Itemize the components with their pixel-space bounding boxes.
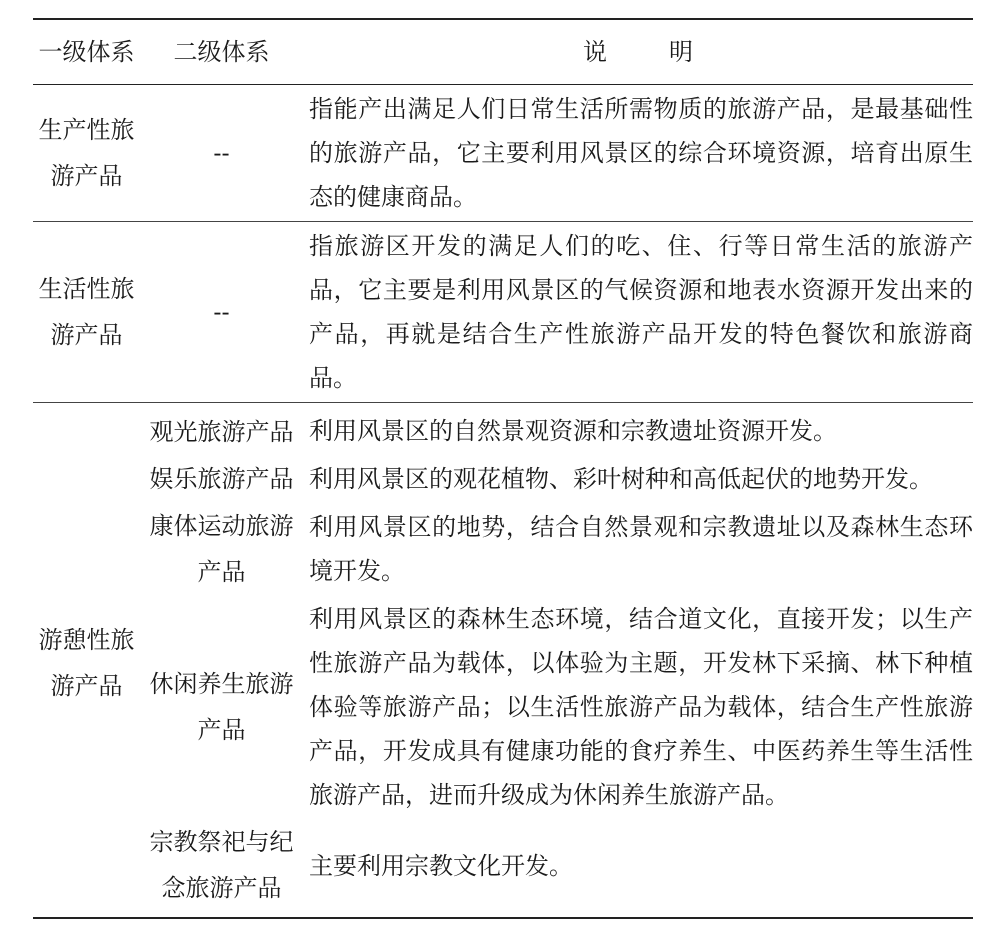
table-row <box>33 595 973 819</box>
level1-cell: 游憩性旅游产品 <box>33 403 140 919</box>
description-cell: 利用风景区的观花植物、彩叶树种和高低起伏的地势开发。 <box>309 465 933 493</box>
header-level1: 一级体系 <box>33 19 140 85</box>
table-row <box>33 455 973 503</box>
description-cell: 指能产出满足人们日常生活所需物质的旅游产品，是最基础性的旅游产品，它主要利用风景区的综合环境资源，培育出原生态的健康商品。 <box>303 85 973 222</box>
header-row <box>33 19 973 85</box>
description-cell: 主要利用宗教文化开发。 <box>303 819 973 918</box>
table-row <box>33 819 973 918</box>
table-row <box>33 503 973 595</box>
description-cell: 利用风景区的自然景观资源和宗教遗址资源开发。 <box>309 417 837 445</box>
level2-cell: -- <box>140 85 303 222</box>
description-cell: 利用风景区的地势，结合自然景观和宗教遗址以及森林生态环境开发。 <box>309 513 973 585</box>
description-cell: 利用风景区的森林生态环境，结合道文化，直接开发；以生产性旅游产品为载体，以体验为主题，开发林下采摘、林下种植体验等旅游产品；以生活性旅游产品为载体，结合生产性旅游产品，开发成具有健康功能的食疗养生、中医药养生等生活性旅游产品，进而升级成为休闲养生旅游产品。 <box>309 605 973 809</box>
header-description <box>303 19 973 85</box>
tourism-product-table <box>33 18 973 919</box>
table-row <box>33 403 973 456</box>
table-row <box>33 222 973 403</box>
tourism-product-table-container <box>33 18 973 919</box>
header-description-text: 说明 <box>583 38 755 66</box>
level2-cell: -- <box>140 222 303 403</box>
level2-cell: 康体运动旅游产品 <box>149 512 294 586</box>
level2-cell: 宗教祭祀与纪念旅游产品 <box>140 819 303 918</box>
level1-cell: 生活性旅游产品 <box>33 222 140 403</box>
table-row <box>33 85 973 222</box>
level2-cell: 休闲养生旅游产品 <box>149 670 294 744</box>
header-level2: 二级体系 <box>140 19 303 85</box>
level2-cell: 观光旅游产品 <box>149 418 294 446</box>
level2-cell: 娱乐旅游产品 <box>149 465 294 493</box>
description-cell: 指旅游区开发的满足人们的吃、住、行等日常生活的旅游产品，它主要是利用风景区的气候资源和地表水资源开发出来的产品，再就是结合生产性旅游产品开发的特色餐饮和旅游商品。 <box>303 222 973 403</box>
level1-cell: 生产性旅游产品 <box>33 85 140 222</box>
